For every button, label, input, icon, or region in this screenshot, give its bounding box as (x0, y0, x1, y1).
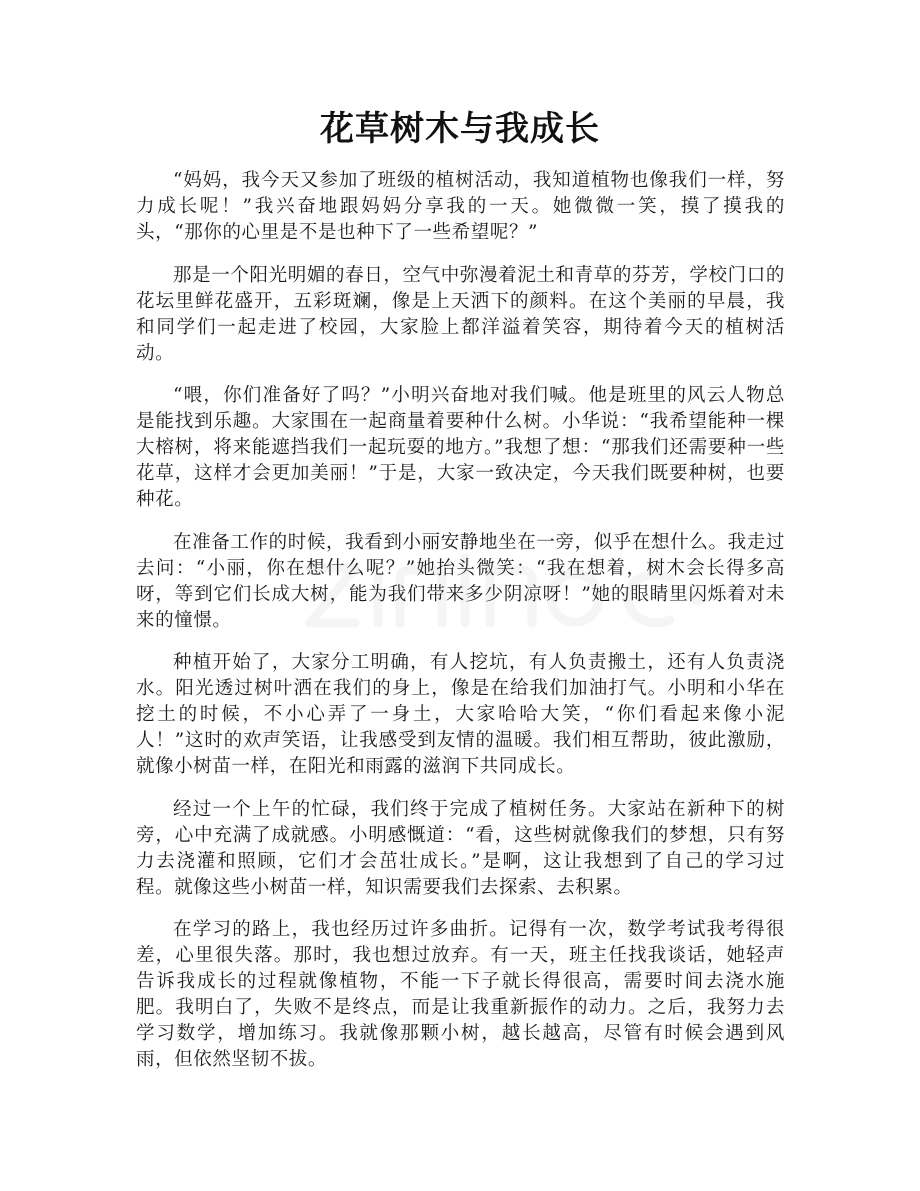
document-title: 花草树木与我成长 (320, 109, 600, 149)
paragraph-2: 那是一个阳光明媚的春日，空气中弥漫着泥土和青草的芬芳，学校门口的花坛里鲜花盛开，五彩斑斓，像是上天洒下的颜料。在这个美丽的早晨，我和同学们一起走进了校园，大家脸上都洋溢着笑容，期待着今天的植树活动。 (136, 264, 785, 364)
paragraph-7: 在学习的路上，我也经历过许多曲折。记得有一次，数学考试我考得很差，心里很失落。那时，我也想过放弃。有一天，班主任找我谈话，她轻声告诉我成长的过程就像植物，不能一下子就长得很高，需要时间去浇水施肥。我明白了，失败不是终点，而是让我重新振作的动力。之后，我努力去学习数学，增加练习。我就像那颗小树，越长越高，尽管有时候会遇到风雨，但依然坚韧不拔。 (136, 919, 785, 1070)
document-body (136, 168, 785, 1090)
paragraph-4: 在准备工作的时候，我看到小丽安静地坐在一旁，似乎在想什么。我走过去问：“小丽，你在想什么呢？”她抬头微笑：“我在想着，树木会长得多高呀，等到它们长成大树，能为我们带来多少阴凉呀！”她的眼睛里闪烁着对未来的憧憬。 (136, 531, 785, 631)
paragraph-5: 种植开始了，大家分工明确，有人挖坑，有人负责搬土，还有人负责浇水。阳光透过树叶洒在我们的身上，像是在给我们加油打气。小明和小华在挖土的时候，不小心弄了一身土，大家哈哈大笑，“你们看起来像小泥人！”这时的欢声笑语，让我感受到友情的温暖。我们相互帮助，彼此激励，就像小树苗一样，在阳光和雨露的滋润下共同成长。 (136, 652, 785, 777)
paragraph-1: “妈妈，我今天又参加了班级的植树活动，我知道植物也像我们一样，努力成长呢！”我兴奋地跟妈妈分享我的一天。她微微一笑，摸了摸我的头，“那你的心里是不是也种下了一些希望呢？” (136, 170, 785, 243)
paragraph-6: 经过一个上午的忙碌，我们终于完成了植树任务。大家站在新种下的树旁，心中充满了成就感。小明感慨道：“看，这些树就像我们的梦想，只有努力去浇灌和照顾，它们才会茁壮成长。”是啊，这让我想到了自己的学习过程。就像这些小树苗一样，知识需要我们去探索、去积累。 (136, 798, 785, 898)
paragraph-3: “喂，你们准备好了吗？”小明兴奋地对我们喊。他是班里的风云人物总是能找到乐趣。大家围在一起商量着要种什么树。小华说：“我希望能种一棵大榕树，将来能遮挡我们一起玩耍的地方。”我想了想：“那我们还需要种一些花草，这样才会更加美丽！”于是，大家一致决定，今天我们既要种树，也要种花。 (136, 385, 785, 510)
